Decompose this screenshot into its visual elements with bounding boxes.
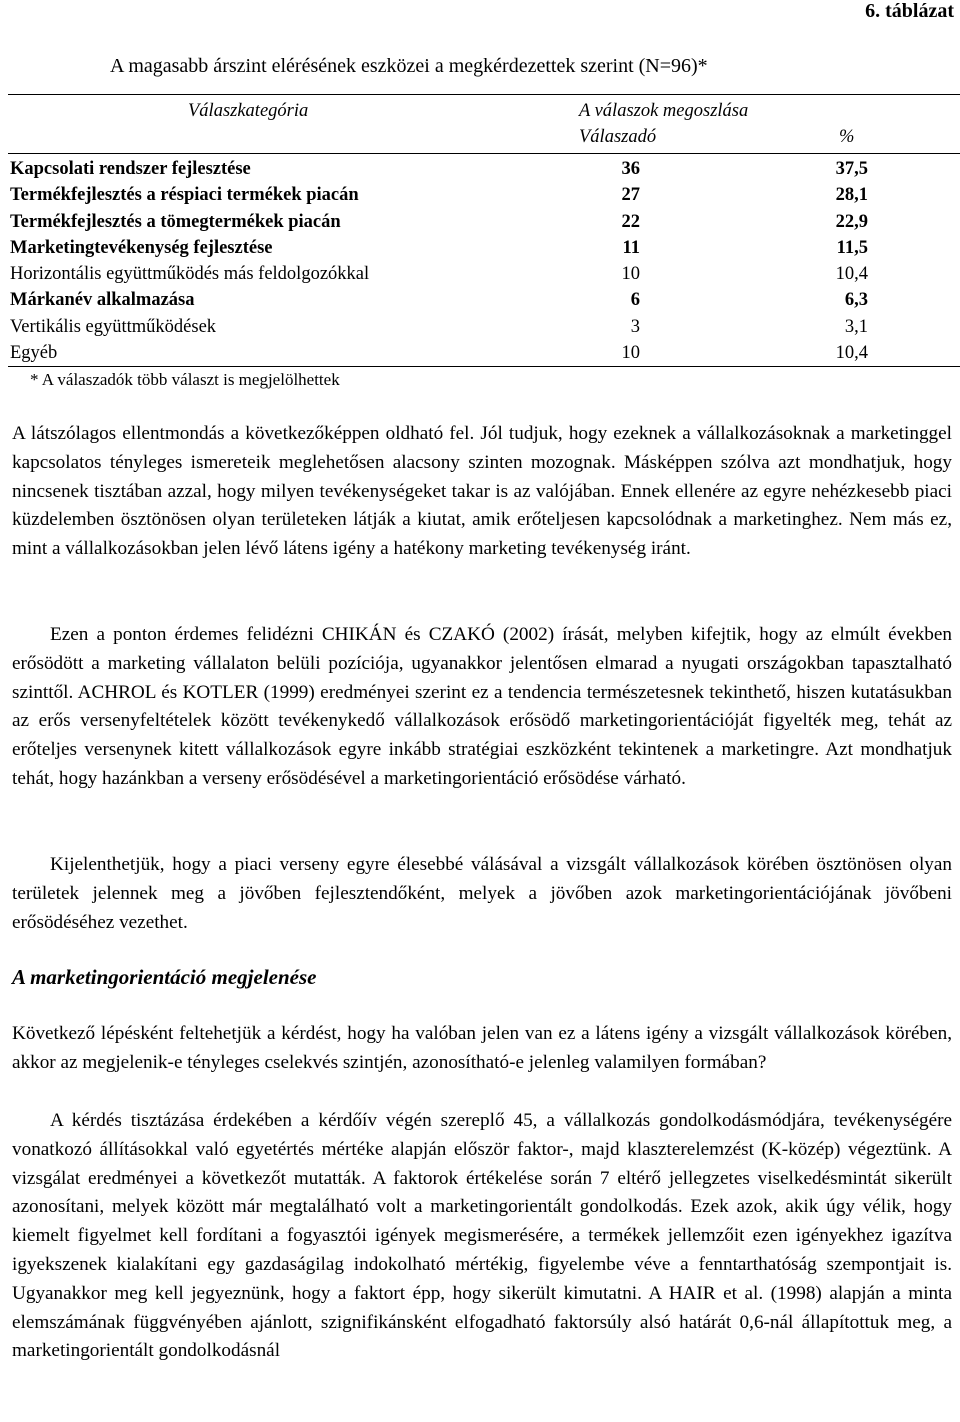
row-respondents: 22 <box>621 211 640 232</box>
row-respondents: 10 <box>621 264 640 285</box>
row-respondents: 3 <box>630 316 640 337</box>
table-number: 6. táblázat <box>865 0 954 22</box>
table-row <box>10 261 960 287</box>
table-footnote: * A válaszadók több választ is megjelölhettek <box>30 370 340 389</box>
table-row <box>10 235 960 261</box>
section-title: A marketingorientáció megjelenése <box>12 965 317 989</box>
row-percent: 6,3 <box>844 290 868 311</box>
table-row <box>10 209 960 235</box>
row-respondents: 10 <box>621 343 640 364</box>
header-category: Válaszkategória <box>188 101 309 121</box>
row-percent: 37,5 <box>835 159 868 179</box>
header-percent: % <box>839 127 855 147</box>
row-category: Horizontális együttműködés más feldolgozókkal <box>10 264 370 285</box>
table-row <box>10 182 960 208</box>
paragraph-1: A látszólagos ellentmondás a következőképpen oldható fel. Jól tudjuk, hogy ezeknek a vállalkozásoknak a marketinggel kapcsolatos tényleges ismereteik meglehetősen alacsony szinten mozognak. Másképpen szólva azt mondhatjuk, hogy nincsenek tisztában azzal, hogy milyen tevékenységeket takar is az valójában. Ennek ellenére az egyre nehézkesebb piaci küzdelemben ösztönösen olyan területeken látják a kiutat, amik erőteljesen kapcsolódnak a marketinghez. Nem más ez, mint a vállalkozásokban jelen lévő látens igény a hatékony marketing tevékenység iránt. <box>12 423 952 560</box>
row-category: Marketingtevékenység fejlesztése <box>10 237 273 258</box>
row-percent: 10,4 <box>835 264 868 285</box>
row-category: Márkanév alkalmazása <box>10 290 195 311</box>
row-respondents: 11 <box>622 237 640 258</box>
row-percent: 3,1 <box>844 316 868 337</box>
table-title: A magasabb árszint elérésének eszközei a megkérdezettek szerint (N=96)* <box>110 55 708 77</box>
table-row <box>10 314 960 340</box>
table-header-rule <box>8 153 960 154</box>
paragraph-4: Következő lépésként feltehetjük a kérdést, hogy ha valóban jelen van ez a látens igény a vizsgált vállalkozások körében, akkor az megjelenik-e tényleges cselekvés szintjén, azonosítható-e jelenleg valamilyen formában? <box>12 1023 952 1073</box>
table-top-rule <box>8 94 960 95</box>
row-percent: 28,1 <box>835 185 868 206</box>
table-row <box>10 156 960 182</box>
paragraph-5: A kérdés tisztázása érdekében a kérdőív végén szereplő 45, a vállalkozás gondolkodásmódjára, tevékenységére vonatkozó állításokkal való egyetértés mértéke alapján először faktor-, majd klaszterelemzést (K-közép) végeztünk. A vizsgálat eredményei a következőt mutatták. A faktorok értékelése során 7 eltérő jellegzetes viselkedésmintát sikerült azonosítani, melyek között már megtalálható volt a marketingorientált gondolkodás. Ezek azok, akik úgy vélik, hogy kiemelt figyelmet kell fordítani a fogyasztói igények megismerésére, a termékek jellemzőit ezen igényekhez igazítva igyekszenek kialakítani egy gazdaságilag indokolható mértékig, figyelembe véve a fenntarthatóság szempontjait is. Ugyanakkor meg kell jegyeznünk, hogy a faktort épp, hogy sikerült kimutatni. A HAIR et al. (1998) alapján a minta elemszámának függvényében ajánlott, szignifikánsként elfogadható faktorsúly alsó határát 0,6-nál állapítottuk meg, a marketingorientált gondolkodásnál <box>12 1110 952 1362</box>
table-row <box>10 287 960 313</box>
row-percent: 11,5 <box>836 237 868 258</box>
row-respondents: 6 <box>630 290 640 311</box>
row-category: Termékfejlesztés a réspiaci termékek piacán <box>10 185 359 206</box>
table-body <box>10 156 960 366</box>
row-percent: 22,9 <box>835 211 868 232</box>
row-respondents: 36 <box>621 159 640 179</box>
paragraph-2: Ezen a ponton érdemes felidézni CHIKÁN és CZAKÓ (2002) írását, melyben kifejtik, hogy az elmúlt években erősödött a marketing vállalaton belüli pozíciója, ugyanakkor jelentősen elmarad a nyugati országokban tapasztalható szinttől. ACHROL és KOTLER (1999) eredményei szerint ez a tendencia természetesnek tekinthető, hiszen kutatásukban az erős versenyfeltételek között tevékenykedő vállalkozások erősödő marketingorientációját figyelték meg, tehát az erőteljes versenynek kitett vállalkozások egyre inkább stratégiai eszközként tekintenek a marketingre. Azt mondhatjuk tehát, hogy hazánkban a verseny erősödésével a marketingorientáció erősödése várható. <box>12 624 952 789</box>
row-category: Termékfejlesztés a tömegtermékek piacán <box>10 211 341 232</box>
paragraph-3: Kijelenthetjük, hogy a piaci verseny egyre élesebbé válásával a vizsgált vállalkozások körében ösztönösen olyan területek jelennek meg a jövőben fejlesztendőként, melyek a jövőben azok marketingorientációjának jövőbeni erősödéséhez vezethet. <box>12 854 952 933</box>
table-row <box>10 340 960 366</box>
header-distribution: A válaszok megoszlása <box>579 101 749 121</box>
row-category: Egyéb <box>10 343 58 364</box>
row-category: Kapcsolati rendszer fejlesztése <box>10 159 251 179</box>
table-bottom-rule <box>8 366 960 367</box>
row-percent: 10,4 <box>835 343 868 364</box>
row-category: Vertikális együttműködések <box>10 316 217 337</box>
header-respondents: Válaszadó <box>579 127 657 147</box>
row-respondents: 27 <box>621 185 640 206</box>
